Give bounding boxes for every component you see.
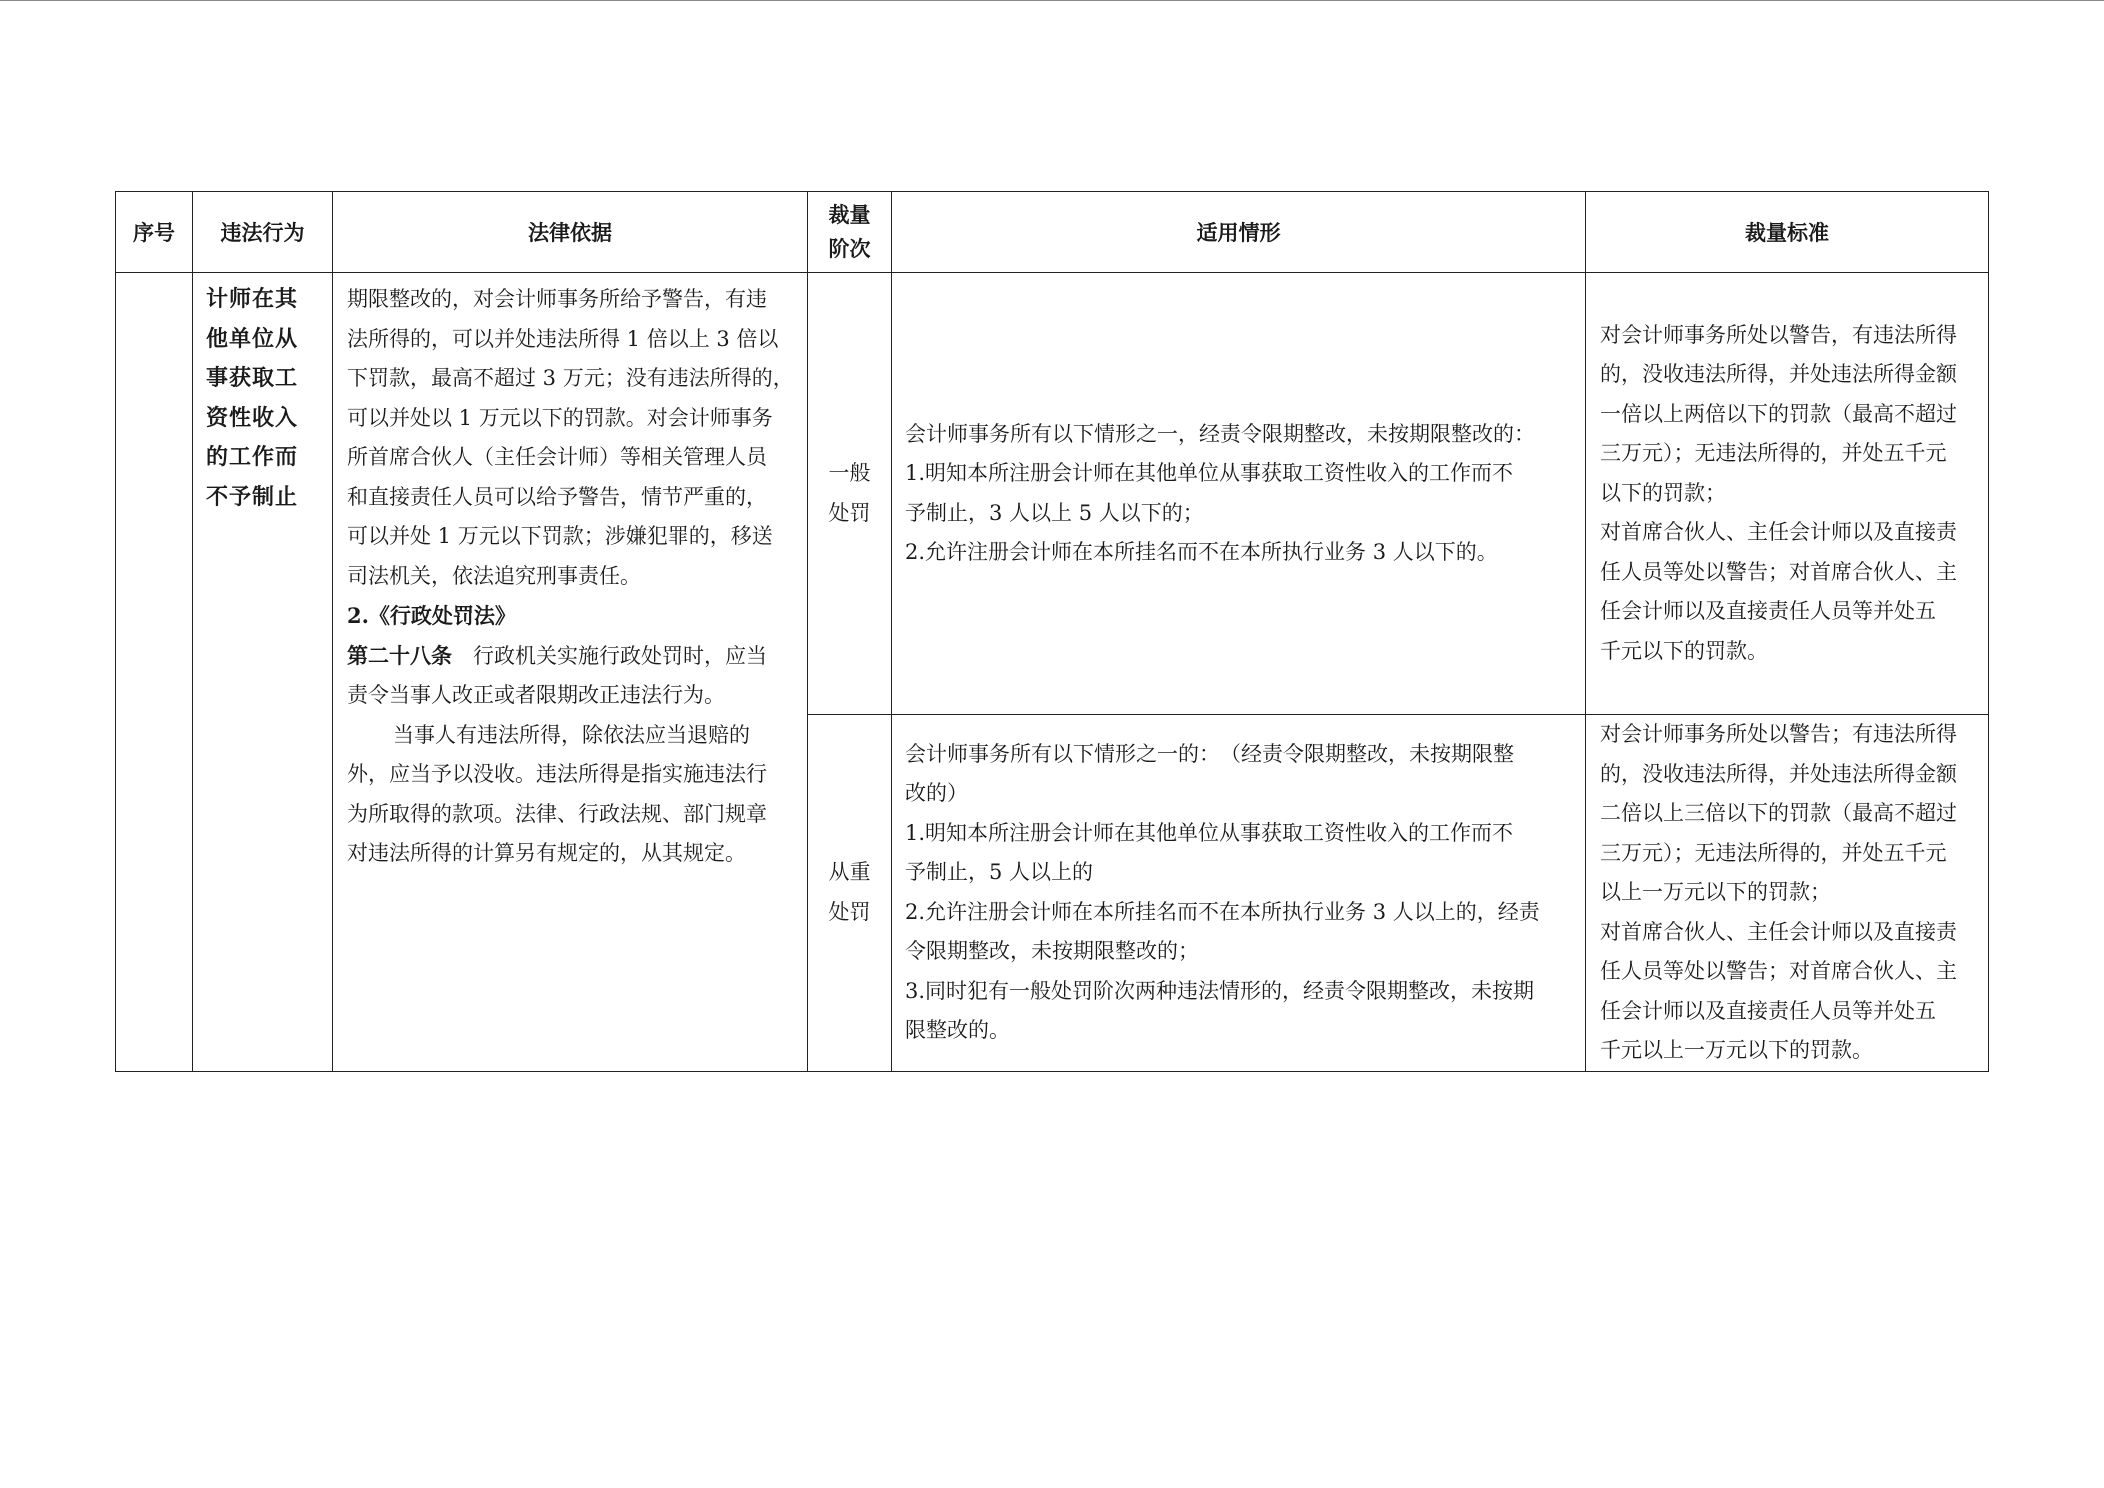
situation-line: 会计师事务所有以下情形之一，经责令限期整改，未按期限整改的： bbox=[905, 421, 1535, 446]
situation-line: 会计师事务所有以下情形之一的： （经责令限期整改，未按期限整 bbox=[905, 741, 1514, 766]
behavior-text bbox=[193, 273, 332, 517]
level-label bbox=[808, 853, 891, 932]
behavior-line: 事获取工 bbox=[206, 365, 299, 391]
behavior-line: 他单位从 bbox=[206, 325, 299, 352]
header-level bbox=[808, 192, 892, 273]
standard-line: 对会计师事务所处以警告；有违法所得 bbox=[1600, 722, 1957, 746]
discretion-table bbox=[115, 191, 1989, 1072]
cell-behavior bbox=[193, 273, 333, 1072]
standard-line: 对首席合伙人、主任会计师以及直接责 bbox=[1600, 520, 1957, 545]
law-line: 可以并处以 1 万元以下的罚款。对会计师事务 bbox=[347, 405, 773, 430]
standard-text bbox=[1586, 715, 1988, 1071]
header-standard: 裁量标准 bbox=[1586, 192, 1989, 273]
situation-line: 限整改的。 bbox=[905, 1018, 1010, 1043]
standard-line: 对首席合伙人、主任会计师以及直接责 bbox=[1600, 919, 1957, 944]
standard-line: 对会计师事务所处以警告，有违法所得 bbox=[1600, 322, 1957, 347]
situation-line: 1.明知本所注册会计师在其他单位从事获取工资性收入的工作而不 bbox=[905, 461, 1514, 485]
situation-line: 予制止，3 人以上 5 人以下的； bbox=[905, 500, 1204, 525]
standard-line: 千元以下的罚款。 bbox=[1600, 638, 1768, 663]
law-title-2: 2.《行政处罚法》 bbox=[347, 603, 516, 628]
behavior-line: 计师在其 bbox=[206, 286, 299, 312]
header-law: 法律依据 bbox=[333, 192, 808, 273]
standard-line: 任会计师以及直接责任人员等并处五 bbox=[1600, 599, 1936, 624]
level-label bbox=[808, 454, 891, 533]
header-level-line2: 阶次 bbox=[828, 237, 871, 261]
page-top-border bbox=[0, 0, 2104, 1]
situation-line: 予制止，5 人以上的 bbox=[905, 860, 1094, 885]
standard-line: 任人员等处以警告；对首席合伙人、主 bbox=[1600, 559, 1957, 584]
header-seq: 序号 bbox=[116, 192, 193, 273]
standard-line: 的，没收违法所得，并处违法所得金额 bbox=[1600, 761, 1957, 786]
standard-line: 的，没收违法所得，并处违法所得金额 bbox=[1600, 362, 1957, 387]
law-line: 司法机关，依法追究刑事责任。 bbox=[347, 563, 641, 588]
standard-line: 千元以上一万元以下的罚款。 bbox=[1600, 1038, 1873, 1062]
law-line: 所首席合伙人（主任会计师）等相关管理人员 bbox=[347, 445, 767, 469]
level-line: 处罚 bbox=[828, 899, 871, 924]
cell-seq bbox=[116, 273, 193, 1072]
law-line: 期限整改的，对会计师事务所给予警告，有违 bbox=[347, 287, 767, 311]
cell-law bbox=[333, 273, 808, 1072]
cell-level-general bbox=[808, 273, 892, 715]
situation-text bbox=[892, 735, 1585, 1051]
situation-text bbox=[892, 415, 1585, 573]
level-line: 一般 bbox=[828, 461, 871, 485]
behavior-line: 资性收入 bbox=[206, 404, 299, 431]
law-paragraph-1 bbox=[347, 280, 807, 596]
standard-line: 任会计师以及直接责任人员等并处五 bbox=[1600, 998, 1936, 1023]
situation-line: 1.明知本所注册会计师在其他单位从事获取工资性收入的工作而不 bbox=[905, 820, 1514, 845]
situation-line: 2.允许注册会计师在本所挂名而不在本所执行业务 3 人以上的，经责 bbox=[905, 899, 1540, 924]
law-line: 为所取得的款项。法律、行政法规、部门规章 bbox=[347, 801, 767, 826]
law-text bbox=[333, 273, 807, 874]
table-header-row bbox=[116, 192, 1989, 273]
cell-situation-general bbox=[892, 273, 1586, 715]
header-situation: 适用情形 bbox=[892, 192, 1586, 273]
cell-standard-general bbox=[1586, 273, 1989, 715]
law-indent-line: 当事人有违法所得，除依法应当退赔的 bbox=[393, 722, 750, 747]
level-line: 处罚 bbox=[828, 500, 871, 525]
behavior-line: 的工作而 bbox=[206, 444, 299, 470]
law-line: 和直接责任人员可以给予警告，情节严重的， bbox=[347, 484, 767, 509]
situation-line: 令限期整改，未按期限整改的； bbox=[905, 939, 1199, 964]
situation-line: 3.同时犯有一般处罚阶次两种违法情形的，经责令限期整改，未按期 bbox=[905, 978, 1535, 1003]
standard-line: 一倍以上两倍以下的罚款（最高不超过 bbox=[1600, 401, 1957, 426]
standard-line: 二倍以上三倍以下的罚款（最高不超过 bbox=[1600, 801, 1957, 825]
standard-line: 以上一万元以下的罚款； bbox=[1600, 880, 1831, 904]
cell-standard-severe bbox=[1586, 715, 1989, 1072]
law-paragraph-3 bbox=[347, 755, 807, 874]
law-line: 下罚款，最高不超过 3 万元；没有违法所得的， bbox=[347, 366, 794, 390]
standard-line: 任人员等处以警告；对首席合伙人、主 bbox=[1600, 959, 1957, 983]
header-behavior: 违法行为 bbox=[193, 192, 333, 273]
law-article-label: 第二十八条 bbox=[347, 642, 452, 668]
cell-level-severe bbox=[808, 715, 892, 1072]
table-row-general bbox=[116, 273, 1989, 715]
situation-line: 改的） bbox=[905, 781, 968, 806]
header-level-line1: 裁量 bbox=[828, 203, 871, 227]
law-line: 对违法所得的计算另有规定的，从其规定。 bbox=[347, 841, 746, 865]
law-line: 法所得的，可以并处违法所得 1 倍以上 3 倍以 bbox=[347, 326, 779, 351]
law-article-text: 行政机关实施行政处罚时，应当 bbox=[452, 643, 767, 668]
standard-line: 三万元）；无违法所得的，并处五千元 bbox=[1600, 840, 1947, 865]
standard-line: 三万元）；无违法所得的，并处五千元 bbox=[1600, 441, 1947, 466]
law-line: 可以并处 1 万元以下罚款；涉嫌犯罪的，移送 bbox=[347, 524, 773, 548]
law-line: 外，应当予以没收。违法所得是指实施违法行 bbox=[347, 762, 767, 786]
behavior-line: 不予制止 bbox=[206, 483, 299, 510]
standard-text bbox=[1586, 316, 1988, 672]
standard-line: 以下的罚款； bbox=[1600, 480, 1726, 505]
law-article-line bbox=[347, 636, 807, 677]
law-paragraph-2 bbox=[347, 676, 807, 716]
cell-situation-severe bbox=[892, 715, 1586, 1072]
law-line: 责令当事人改正或者限期改正违法行为。 bbox=[347, 683, 725, 707]
level-line: 从重 bbox=[828, 860, 871, 885]
situation-line: 2.允许注册会计师在本所挂名而不在本所执行业务 3 人以下的。 bbox=[905, 540, 1498, 564]
